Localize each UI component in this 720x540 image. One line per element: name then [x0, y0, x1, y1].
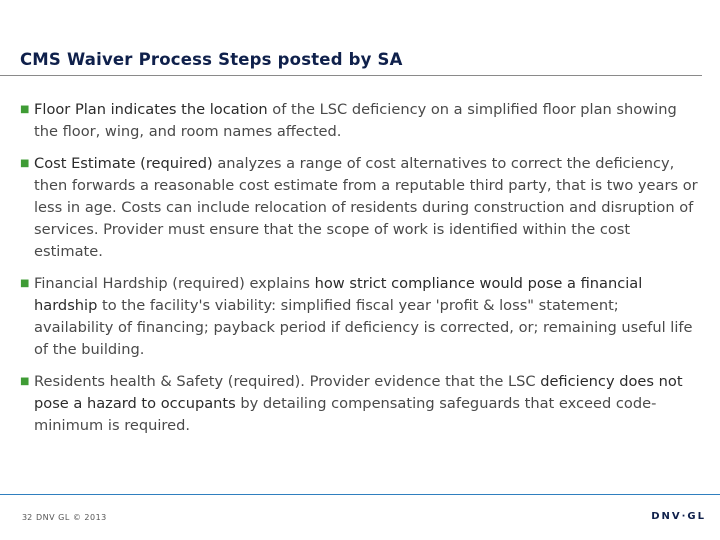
footer-divider — [0, 494, 720, 495]
bullet-marker: ■ — [20, 158, 30, 169]
bullet-marker: ■ — [20, 376, 30, 387]
bullet-health-safety — [20, 371, 700, 437]
slide-title: CMS Waiver Process Steps posted by SA — [20, 50, 403, 69]
page-number: 32 — [22, 513, 33, 522]
bullet-text: of the LSC deficiency on a simplified floor plan showing the floor, wing, and room names affected. — [34, 101, 677, 140]
bullet-lead: Floor Plan indicates the location — [34, 101, 268, 118]
bullet-marker: ■ — [20, 104, 30, 115]
bullet-text: analyzes a range of cost alternatives to correct the deficiency, then forwards a reasonable cost estimate from a reputable third party, that is two years or less in age. Costs can include relocation of residents during construction and disruption of services. Provider must ensure that the scope of work is identified within the cost estimate. — [34, 155, 698, 260]
bullet-emphasis: deficiency does not pose a hazard to occupants — [34, 373, 683, 412]
bullet-text: by detailing compensating safeguards that exceed code-minimum is required. — [34, 395, 657, 434]
bullet-list — [20, 99, 700, 447]
copyright: DNV GL © 2013 — [36, 513, 107, 522]
company-logo: DNV·GL — [651, 511, 706, 522]
bullet-text: Financial Hardship (required) explains — [34, 275, 315, 292]
title-divider — [0, 75, 702, 76]
bullet-text: Residents health & Safety (required). Provider evidence that the LSC — [34, 373, 541, 390]
bullet-marker: ■ — [20, 278, 30, 289]
bullet-text: to the facility's viability: simplified fiscal year 'profit & loss" statement; availability of financing; payback period if deficiency is corrected, or; remaining useful life of the building. — [34, 297, 693, 358]
bullet-emphasis: how strict compliance would pose a financial hardship — [34, 275, 643, 314]
bullet-floor-plan — [20, 99, 700, 143]
bullet-financial-hardship — [20, 273, 700, 361]
bullet-cost-estimate — [20, 153, 700, 263]
bullet-lead: Cost Estimate (required) — [34, 155, 213, 172]
